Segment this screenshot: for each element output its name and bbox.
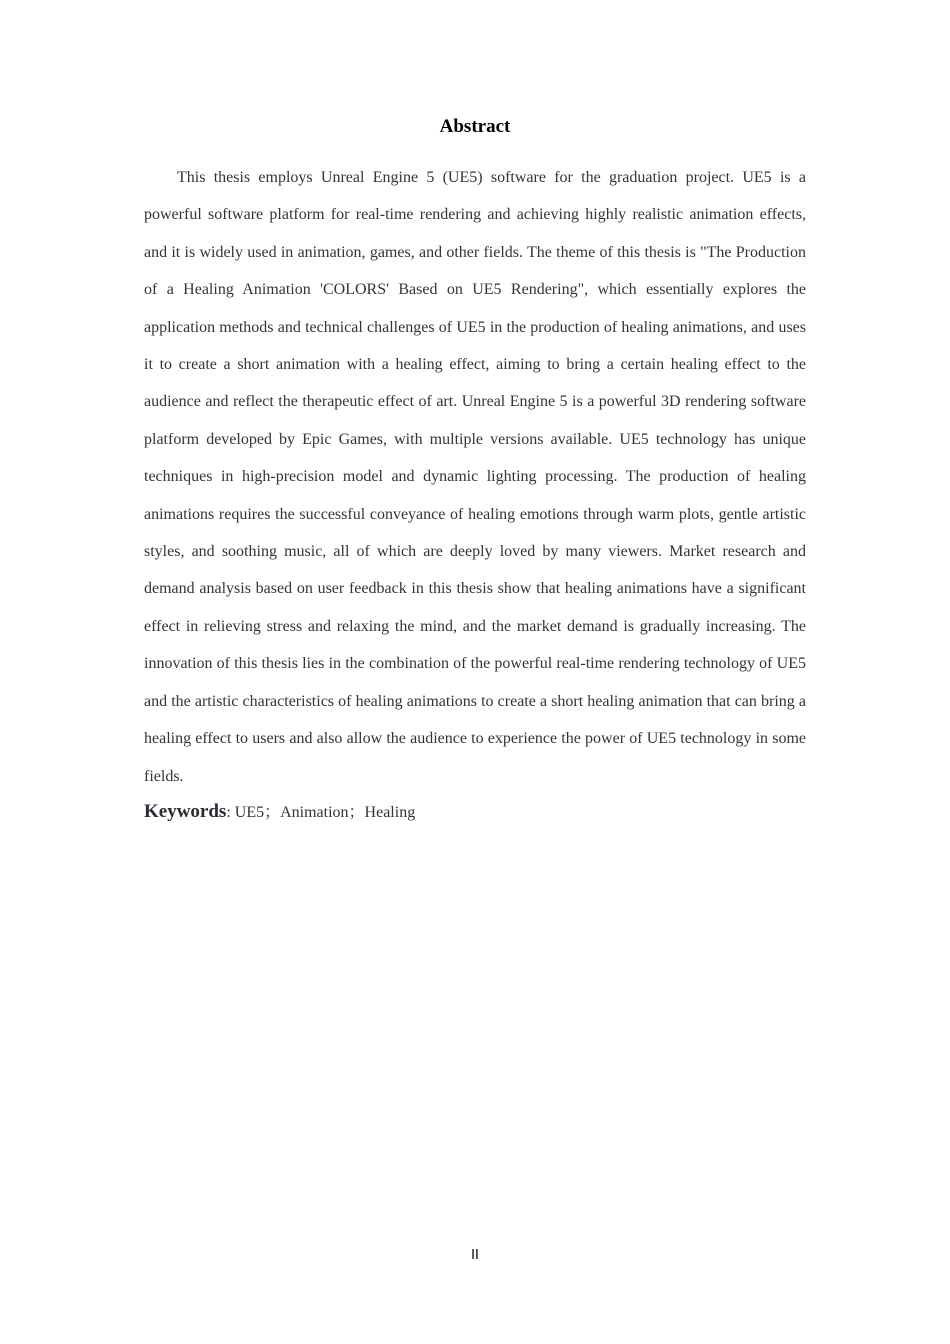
keywords-values: UE5；Animation；Healing [234, 804, 416, 821]
keywords-colon: : [226, 804, 235, 821]
keywords-label: Keywords [144, 801, 227, 822]
page-number: II [471, 1248, 479, 1263]
abstract-body: This thesis employs Unreal Engine 5 (UE5) software for the graduation project. UE5 is a powerful software platform for real-time rendering and achieving highly realistic animation effects, and it is widely used in animation, games, and other fields. The theme of this thesis is "The Production of a Healing Animation 'COLORS' Based on UE5 Rendering", which essentially explores the application methods and technical challenges of UE5 in the production of healing animations, and uses it to create a short animation with a healing effect, aiming to bring a certain healing effect to the audience and reflect the therapeutic effect of art. Unreal Engine 5 is a powerful 3D rendering software platform developed by Epic Games, with multiple versions available. UE5 technology has unique techniques in high-precision model and dynamic lighting processing. The production of healing animations requires the successful conveyance of healing emotions through warm plots, gentle artistic styles, and soothing music, all of which are deeply loved by many viewers. Market research and demand analysis based on user feedback in this thesis show that healing animations have a significant effect in relieving stress and relaxing the mind, and the market demand is gradually increasing. The innovation of this thesis lies in the combination of the powerful real-time rendering technology of UE5 and the artistic characteristics of healing animations to create a short healing animation that can bring a healing effect to users and also allow the audience to experience the power of UE5 technology in some fields. [144, 169, 806, 785]
keywords-line [144, 799, 806, 823]
abstract-title: Abstract [439, 116, 511, 137]
